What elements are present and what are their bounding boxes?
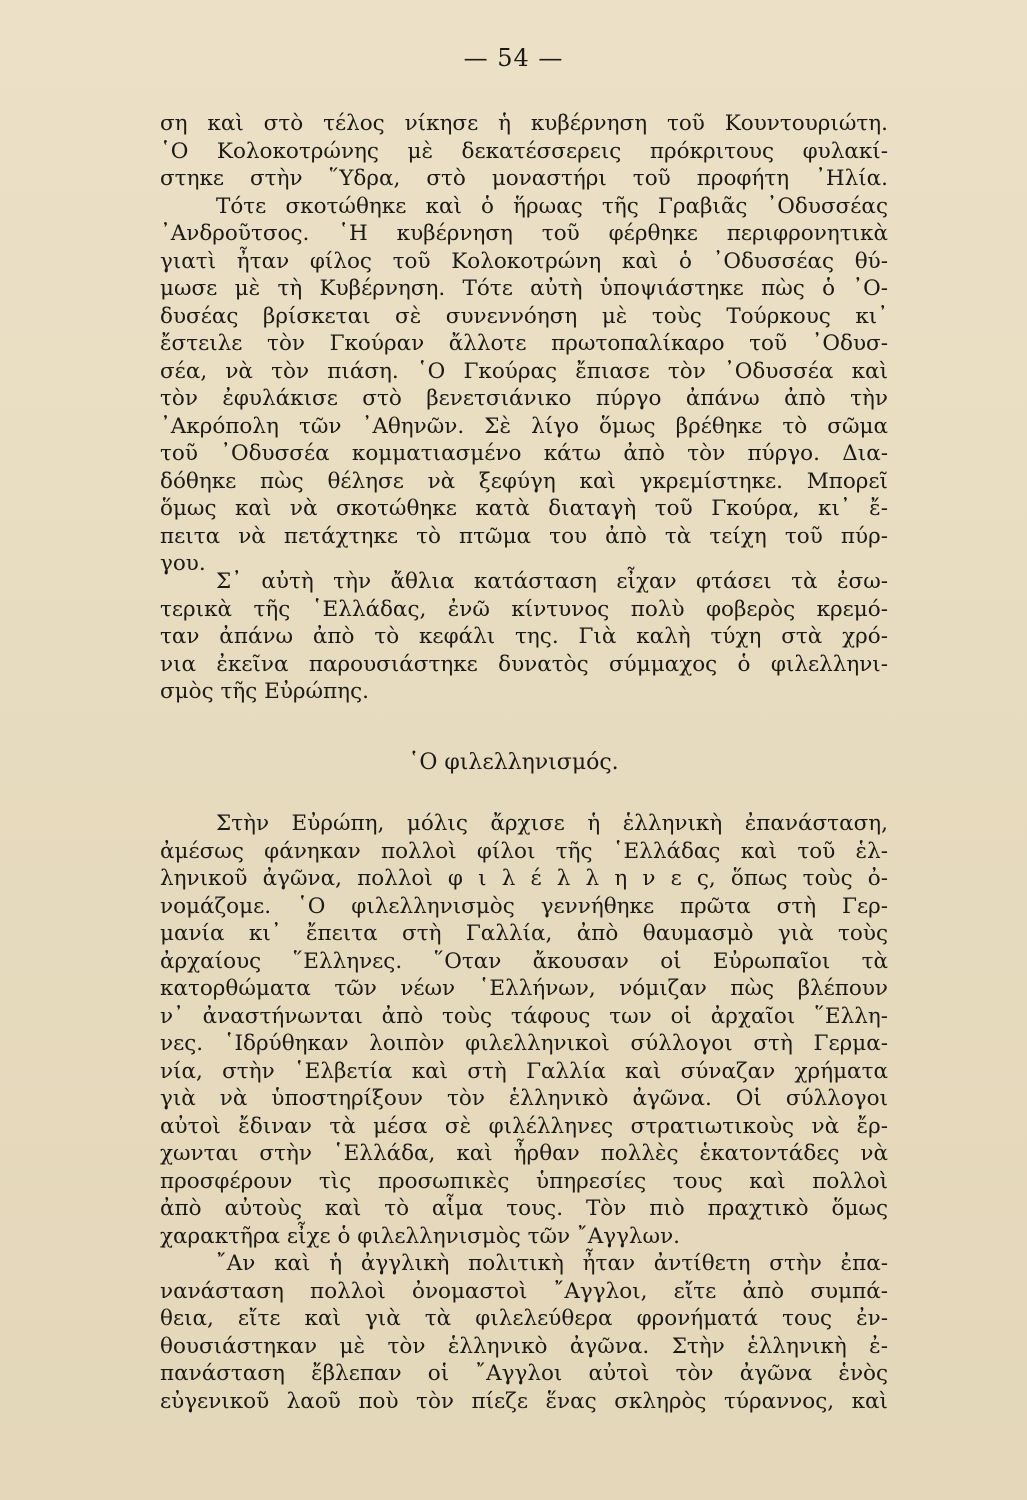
text-line: θεια, εἴτε καὶ γιὰ τὰ φιλελεύθερα φρονήματά τους ἐν- [160,1306,888,1331]
paragraph-kolokotronis-odysseas [160,110,888,578]
text-line: δόθηκε πὼς θέλησε νὰ ξεφύγη καὶ γκρεμίστηκε. Μπορεῖ [160,468,888,494]
text-line: ἔστειλε τὸν Γκούραν ἄλλοτε πρωτοπαλίκαρο τοῦ ᾿Οδυσ- [160,331,888,356]
text-line: μανία κι᾿ ἔπειτα στὴ Γαλλία, ἀπὸ θαυμασμὸ γιὰ τοὺς [160,921,888,946]
text-line: Στὴν Εὐρώπη, μόλις ἄρχισε ἡ ἑλληνικὴ ἐπανάσταση, [216,811,888,836]
text-line: τοῦ ᾿Οδυσσέα κομματιασμένο κάτω ἀπὸ τὸν πύργο. Δια- [160,441,888,466]
text-line: πανάσταση ἔβλεπαν οἱ ῎Αγγλοι αὐτοὶ τὸν ἀγῶνα ἑνὸς [160,1361,888,1386]
text-line: ῎Αν καὶ ἡ ἀγγλικὴ πολιτικὴ ἦταν ἀντίθετη στὴν ἐπα- [216,1251,888,1276]
text-line: γου. [160,551,206,576]
text-line: θουσιάστηκαν μὲ τὸν ἑλληνικὸ ἀγῶνα. Στὴν ἑλληνικὴ ἐ- [160,1333,888,1359]
text-line: ᾿Ακρόπολη τῶν ᾿Αθηνῶν. Σὲ λίγο ὅμως βρέθηκε τὸ σῶμα [160,413,888,439]
paragraph-internal-state [160,568,888,706]
text-line: ἀπὸ αὐτοὺς καὶ τὸ αἷμα τους. Τὸν πιὸ πραχτικὸ ὅμως [160,1196,888,1221]
text-line: μωσε μὲ τὴ Κυβέρνηση. Τότε αὐτὴ ὑποψιάστηκε πὼς ὁ ᾿Ο- [160,276,888,301]
text-line: σμὸς τῆς Εὐρώπης. [160,679,369,704]
text-line: Σ᾿ αὐτὴ τὴν ἄθλια κατάσταση εἶχαν φτάσει τὰ ἐσω- [216,569,888,594]
text-line: ν᾿ ἀναστήνωνται ἀπὸ τοὺς τάφους των οἱ ἀρχαῖοι ῞Ελλη- [160,1003,888,1029]
text-line: ση καὶ στὸ τέλος νίκησε ἡ κυβέρνηση τοῦ Κουντουριώτη. [160,111,888,136]
text-line: γιὰ νὰ ὑποστηρίξουν τὸν ἑλληνικὸ ἀγῶνα. Οἱ σύλλογοι [160,1086,888,1111]
text-line: ληνικοῦ ἀγῶνα, πολλοὶ φ ι λ έ λ λ η ν ε ς, ὅπως τοὺς ὀ- [160,866,888,891]
text-line: ᾿Ανδροῦτσος. ῾Η κυβέρνηση τοῦ φέρθηκε περιφρονητικὰ [160,221,888,246]
section-heading: ῾Ο φιλελληνισμός. [408,750,619,775]
text-line: Τότε σκοτώθηκε καὶ ὁ ἥρωας τῆς Γραβιᾶς ᾿Οδυσσέας [216,193,888,219]
text-line: ἀρχαίους ῞Ελληνες. ῞Οταν ἄκουσαν οἱ Εὐρωπαῖοι τὰ [160,948,888,974]
text-line: νία, στὴν ῾Ελβετία καὶ στὴ Γαλλία καὶ σύναζαν χρήματα [160,1058,888,1084]
text-line: προσφέρουν τὶς προσωπικὲς ὑπηρεσίες τους καὶ πολλοὶ [160,1168,888,1194]
text-line: αὐτοὶ ἔδιναν τὰ μέσα σὲ φιλέλληνες στρατιωτικοὺς νὰ ἔρ- [160,1113,888,1139]
text-line: νομάζομε. ῾Ο φιλελληνισμὸς γεννήθηκε πρῶτα στὴ Γερ- [160,893,888,919]
paragraph-philhellenism [160,810,888,1415]
text-line: τὸν ἐφυλάκισε στὸ βενετσιάνικο πύργο ἀπάνω ἀπὸ τὴν [160,386,888,411]
text-line: γιατὶ ἦταν φίλος τοῦ Κολοκοτρώνη καὶ ὁ ᾿Οδυσσέας θύ- [160,248,888,274]
text-line: ῾Ο Κολοκοτρώνης μὲ δεκατέσσερεις πρόκριτους φυλακί- [160,138,888,164]
text-line: χωνται στὴν ῾Ελλάδα, καὶ ἦρθαν πολλὲς ἑκατοντάδες νὰ [160,1141,888,1166]
text-line: στηκε στὴν ῞Υδρα, στὸ μοναστήρι τοῦ προφήτη ᾿Ηλία. [160,166,888,191]
text-line: κατορθώματα τῶν νέων ῾Ελλήνων, νόμιζαν πὼς βλέπουν [160,976,888,1001]
text-line: χαρακτῆρα εἶχε ὁ φιλελληνισμὸς τῶν ῎Αγγλων. [160,1223,680,1249]
text-line: ἀμέσως φάνηκαν πολλοὶ φίλοι τῆς ῾Ελλάδας καὶ τοῦ ἑλ- [160,838,888,864]
text-line: νανάσταση πολλοὶ ὀνομαστοὶ ῎Αγγλοι, εἴτε ἀπὸ συμπά- [160,1278,888,1304]
text-line: νες. ῾Ιδρύθηκαν λοιπὸν φιλελληνικοὶ σύλλογοι στὴ Γερμα- [160,1031,888,1056]
text-line: ὅμως καὶ νὰ σκοτώθηκε κατὰ διαταγὴ τοῦ Γκούρα, κι᾿ ἔ- [160,496,888,521]
text-line: νια ἐκεῖνα παρουσιάστηκε δυνατὸς σύμμαχος ὁ φιλελληνι- [160,651,888,677]
text-line: τερικὰ τῆς ῾Ελλάδας, ἐνῶ κίντυνος πολὺ φοβερὸς κρεμό- [160,596,888,622]
page-number: — 54 — [463,44,564,72]
text-line: δυσέας βρίσκεται σὲ συνεννόηση μὲ τοὺς Τούρκους κι᾿ [160,303,888,329]
text-line: ταν ἀπάνω ἀπὸ τὸ κεφάλι της. Γιὰ καλὴ τύχη στὰ χρό- [160,624,888,649]
text-line: εὐγενικοῦ λαοῦ ποὺ τὸν πίεζε ἕνας σκληρὸς τύραννος, καὶ [160,1388,888,1414]
text-line: πειτα νὰ πετάχτηκε τὸ πτῶμα του ἀπὸ τὰ τείχη τοῦ πύρ- [160,523,888,549]
text-line: σέα, νὰ τὸν πιάση. ῾Ο Γκούρας ἔπιασε τὸν ᾿Οδυσσέα καὶ [160,358,888,384]
